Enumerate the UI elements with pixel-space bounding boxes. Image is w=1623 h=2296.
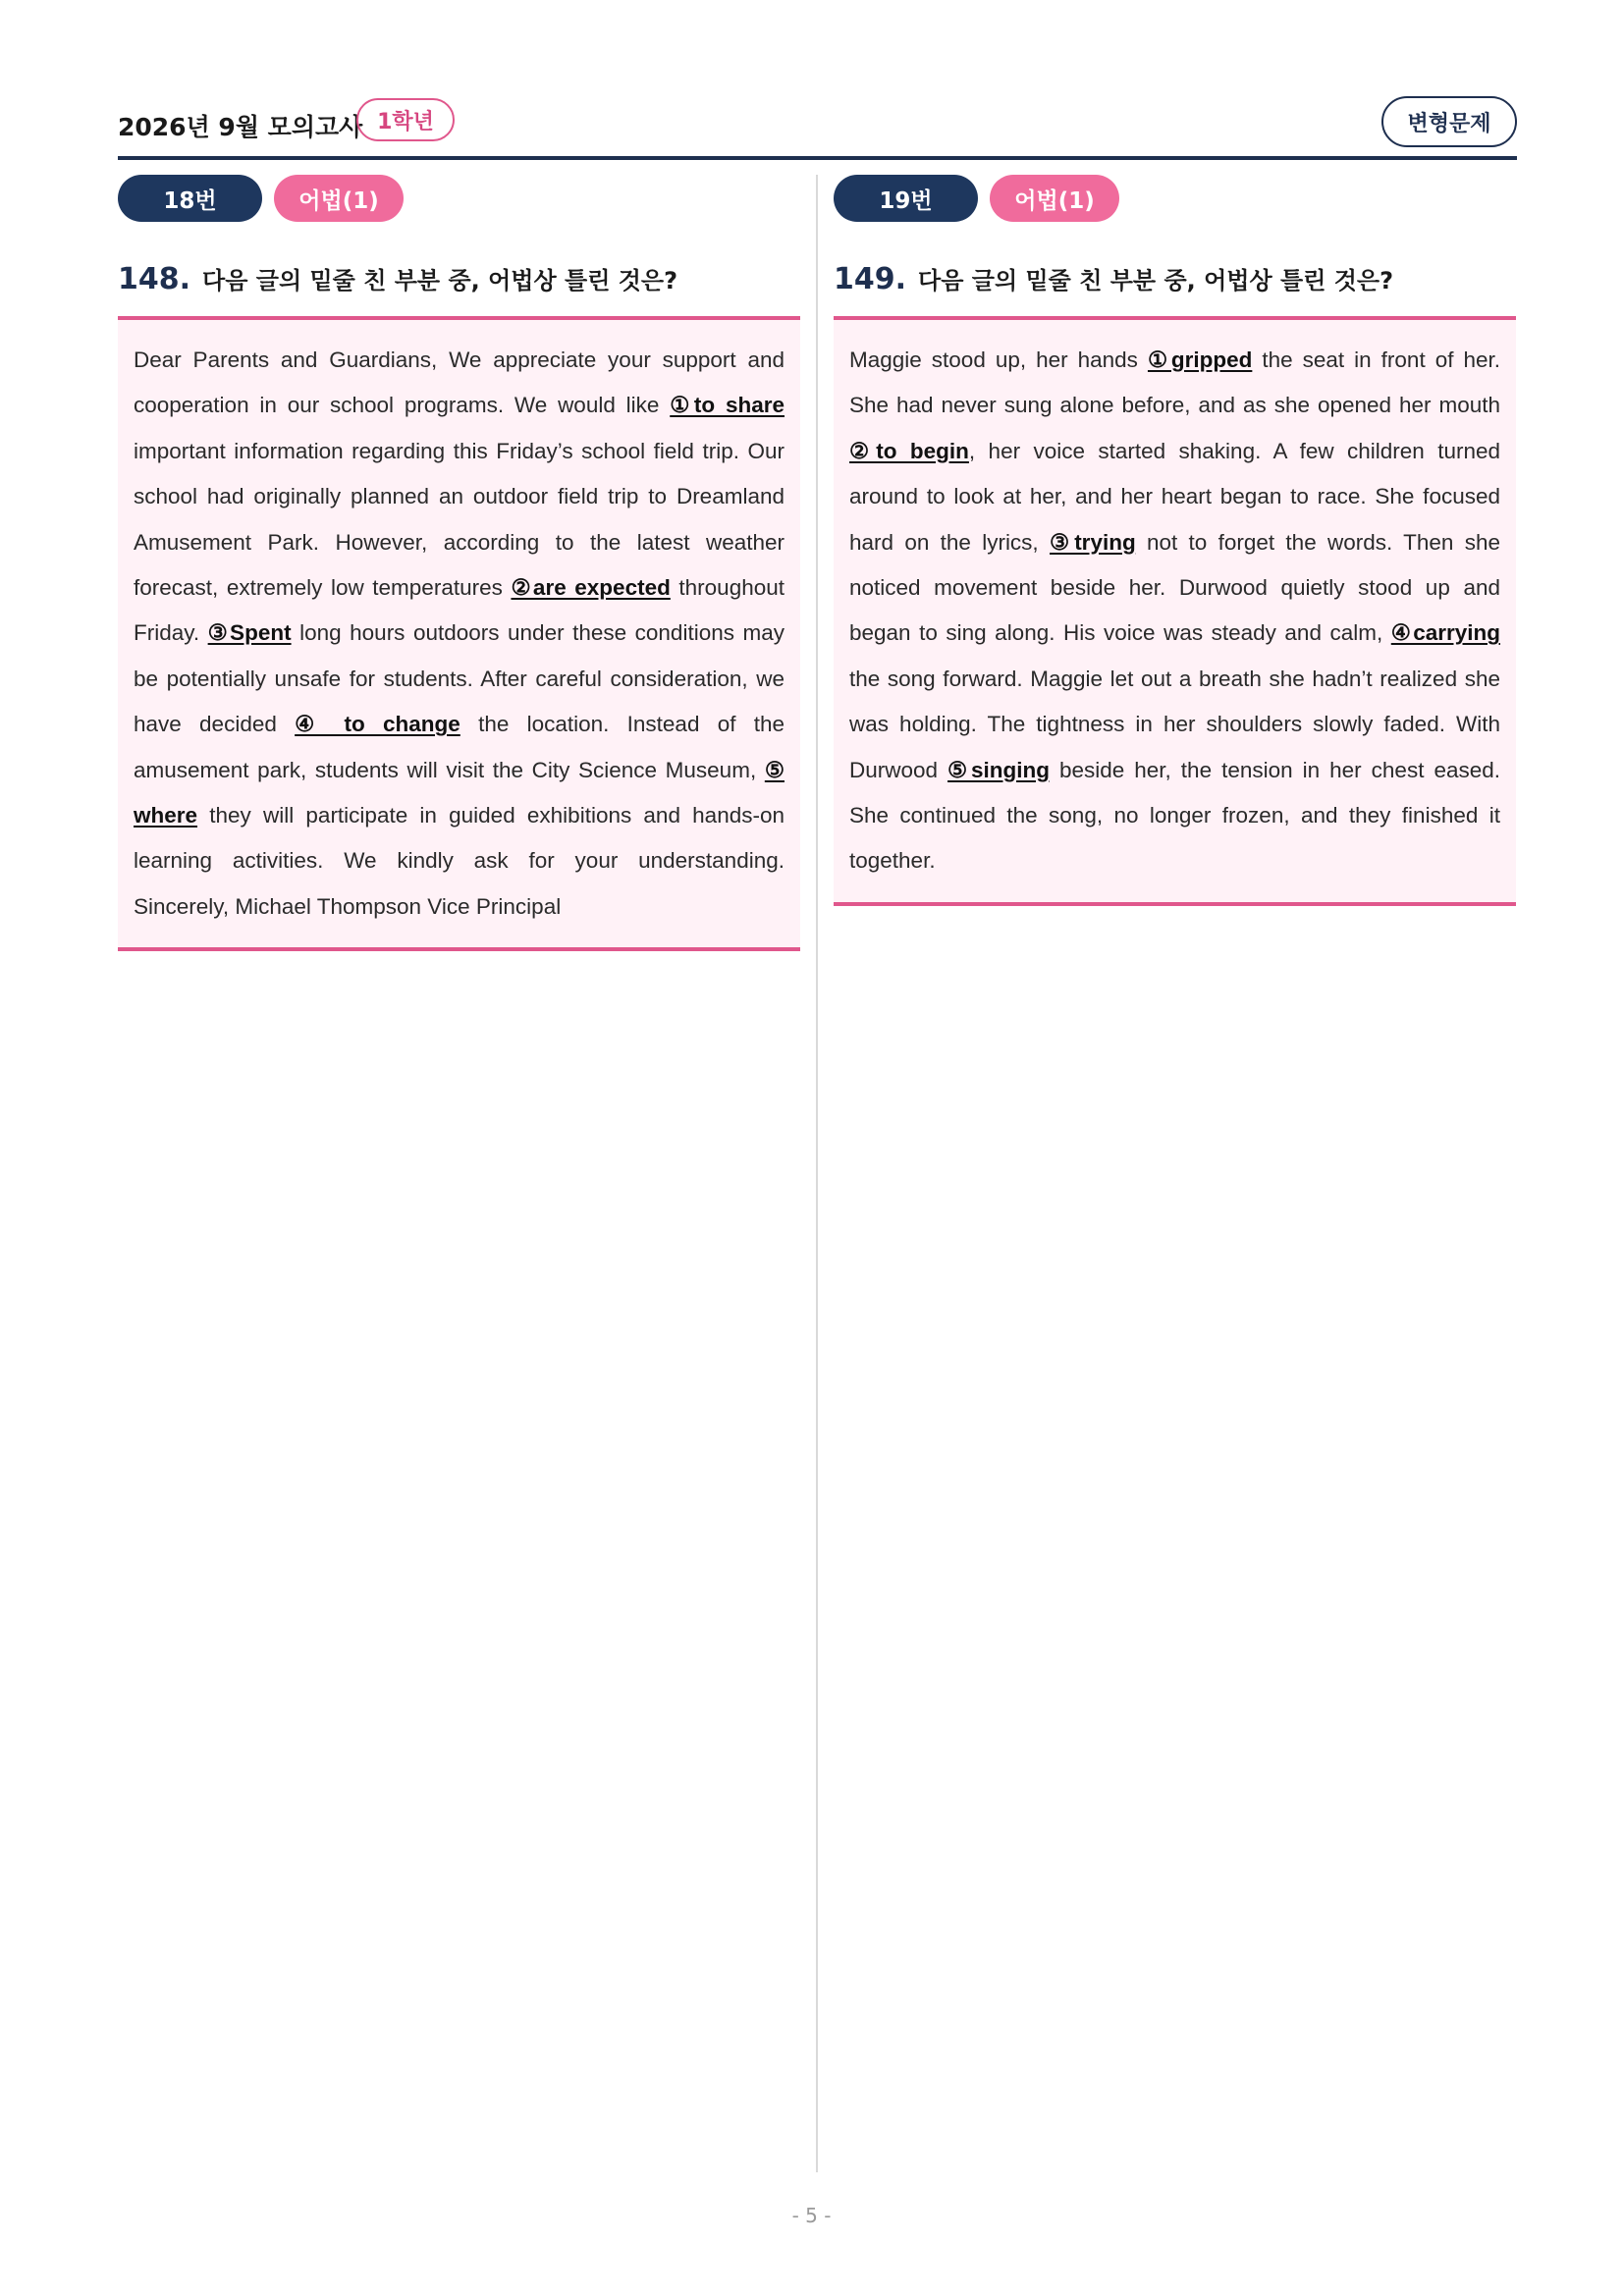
passage-text: not to forget the words. Then she noticed movement beside her. Durwood quietly stood up and began to sing along. His voice was steady and calm, [849, 529, 1500, 646]
passage-box [118, 316, 800, 951]
passage-text: throughout Friday. [134, 575, 785, 646]
page-header [118, 96, 1517, 157]
underlined-choice: ⑤ where [134, 757, 784, 828]
underlined-choice: ②are expected [511, 575, 671, 601]
underlined-choice: ③Spent [207, 620, 292, 646]
underlined-choice: ①gripped [1147, 347, 1253, 372]
column-divider [816, 175, 818, 2172]
passage-text: important information regarding this Friday’s school field trip. Our school had originally planned an outdoor field trip to Dreamland Amusement Park. However, according to the latest weather forecast, extremely low temperatures [134, 438, 784, 601]
question-number: 148. [118, 262, 191, 296]
category-badge: 어법(1) [990, 175, 1119, 222]
source-number-badge: 19번 [834, 175, 978, 222]
passage-box [834, 316, 1516, 906]
underlined-choice: ②to begin [849, 438, 969, 463]
passage-text: long hours outdoors under these conditions may be potentially unsafe for students. After careful consideration, we have decided [134, 620, 784, 737]
question-column-left [118, 175, 800, 951]
passage-text: Dear Parents and Guardians, We appreciate your support and cooperation in our school programs. We would like [134, 347, 784, 418]
header-divider [118, 156, 1517, 160]
question-heading [834, 261, 1516, 300]
question-column-right [834, 175, 1516, 906]
passage-text: the location. Instead of the amusement park, students will visit the City Science Museum, [134, 712, 785, 782]
exam-title: 2026년 9월 모의고사 [118, 113, 363, 141]
underlined-choice: ⑤singing [947, 757, 1050, 782]
passage-text: the seat in front of her. She had never sung alone before, and as she opened her mouth [849, 347, 1500, 418]
question-tags [118, 175, 800, 222]
grade-badge: 1학년 [356, 98, 455, 141]
source-number-badge: 18번 [118, 175, 262, 222]
passage-text: the song forward. Maggie let out a breath she hadn’t realized she was holding. The tightness in her shoulders slowly faded. With Durwood [849, 666, 1500, 782]
underlined-choice: ④ to change [295, 712, 460, 737]
question-heading [118, 261, 800, 300]
underlined-choice: ③trying [1049, 529, 1136, 555]
underlined-choice: ①to share [670, 393, 785, 418]
question-tags [834, 175, 1516, 222]
question-prompt: 다음 글의 밑줄 친 부분 중, 어법상 틀린 것은? [202, 267, 678, 294]
question-type-badge: 변형문제 [1381, 96, 1517, 147]
passage-text: Maggie stood up, her hands [849, 347, 1148, 372]
page-number: - 5 - [791, 2204, 832, 2227]
passage-text: they will participate in guided exhibitions and hands-on learning activities. We kindly ask for your understanding. Sincerely, Michael Thompson Vice Principal [134, 803, 784, 919]
question-number: 149. [834, 262, 907, 296]
passage-text: beside her, the tension in her chest eased. She continued the song, no longer frozen, and they finished it together. [849, 757, 1500, 874]
category-badge: 어법(1) [274, 175, 404, 222]
passage-text: , her voice started shaking. A few children turned around to look at her, and her heart began to race. She focused hard on the lyrics, [849, 438, 1500, 555]
question-prompt: 다음 글의 밑줄 친 부분 중, 어법상 틀린 것은? [918, 267, 1394, 294]
underlined-choice: ④carrying [1390, 620, 1500, 646]
